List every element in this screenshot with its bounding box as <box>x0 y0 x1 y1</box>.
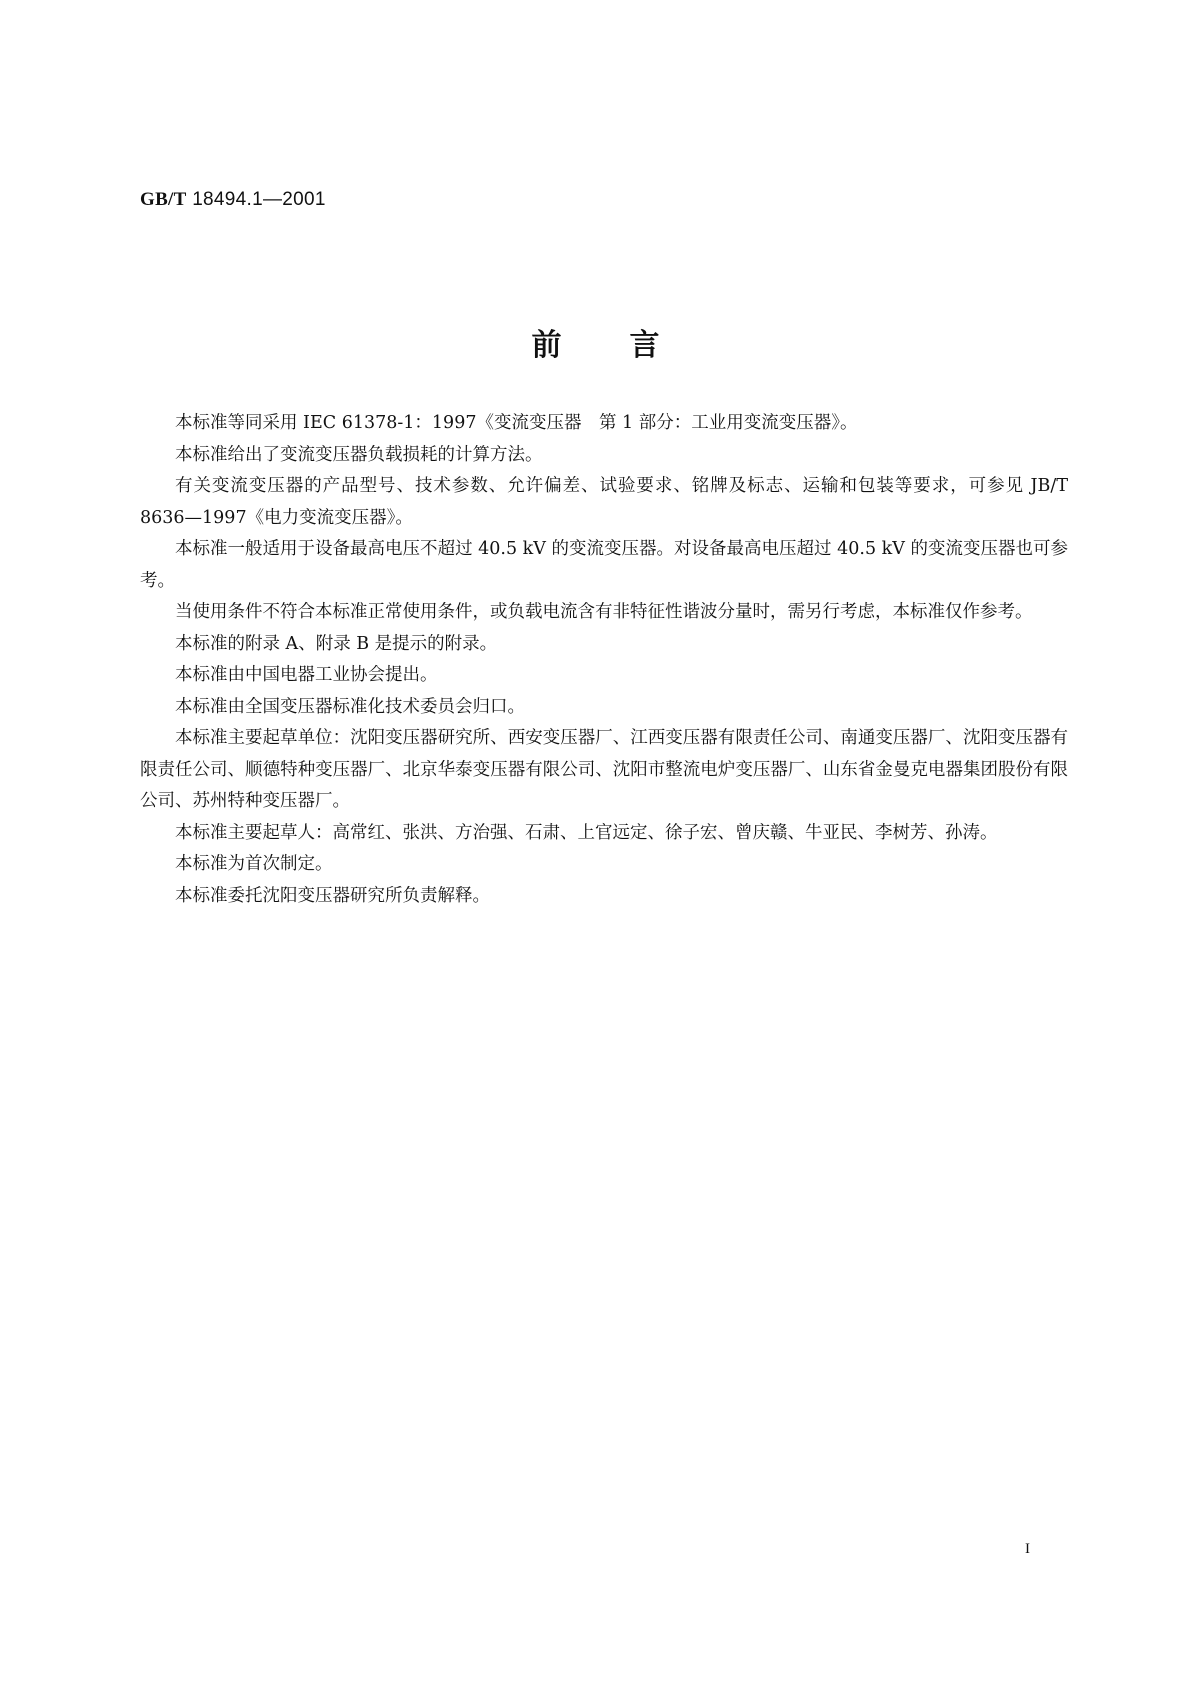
paragraph: 本标准为首次制定。 <box>175 854 333 874</box>
paragraph: 本标准给出了变流变压器负载损耗的计算方法。 <box>175 444 543 465</box>
standard-prefix: GB/T <box>140 189 187 210</box>
standard-number: 18494.1—2001 <box>186 189 326 210</box>
paragraph: 本标准委托沈阳变压器研究所负责解释。 <box>175 885 490 906</box>
paragraph: 当使用条件不符合本标准正常使用条件，或负载电流含有非特征性谐波分量时，需另行考虑，本标准仅作参考。 <box>175 602 1033 622</box>
paragraph: 本标准的附录 A、附录 B 是提示的附录。 <box>175 633 498 654</box>
paragraph: 有关变流变压器的产品型号、技术参数、允许偏差、试验要求、铭牌及标志、运输和包装等要求，可参见 JB/T 8636—1997《电力变流变压器》。 <box>140 476 1068 528</box>
paragraph: 本标准等同采用 IEC 61378-1：1997《变流变压器 第 1 部分：工业用变流变压器》。 <box>175 413 858 433</box>
paragraph: 本标准主要起草人：高常红、张洪、方治强、石肃、上官远定、徐子宏、曾庆赣、牛亚民、李树芳、孙涛。 <box>175 822 998 843</box>
paragraph: 本标准由中国电器工业协会提出。 <box>175 665 438 685</box>
paragraph: 本标准一般适用于设备最高电压不超过 40.5 kV 的变流变压器。对设备最高电压超过 40.5 kV 的变流变压器也可参考。 <box>140 539 1068 591</box>
paragraph: 本标准由全国变压器标准化技术委员会归口。 <box>175 696 525 717</box>
foreword-body <box>140 408 1068 912</box>
paragraph: 本标准主要起草单位：沈阳变压器研究所、西安变压器厂、江西变压器有限责任公司、南通变压器厂、沈阳变压器有限责任公司、顺德特种变压器厂、北京华泰变压器有限公司、沈阳市整流电炉变压器厂、山东省金曼克电器集团股份有限公司、苏州特种变压器厂。 <box>140 728 1068 811</box>
page-number: I <box>1025 1541 1030 1557</box>
document-code <box>140 188 326 211</box>
page-title: 前言 <box>531 328 728 363</box>
